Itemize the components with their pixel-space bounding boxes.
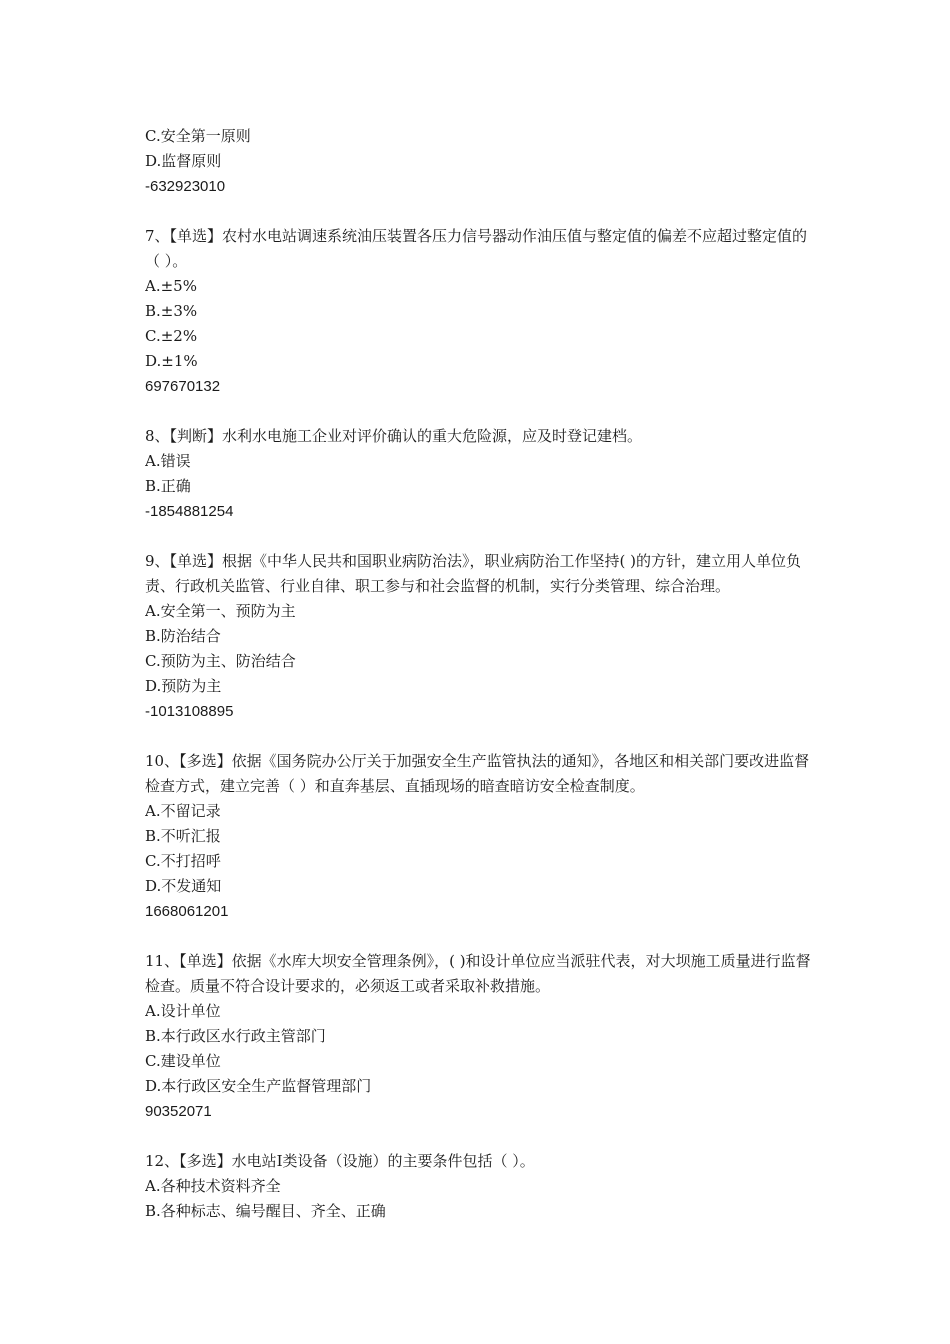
question-id: 697670132 xyxy=(145,378,221,395)
question-block-8 xyxy=(145,424,813,524)
option-b: B.正确 xyxy=(145,477,191,495)
document-page xyxy=(145,124,813,1249)
option-d: D.监督原则 xyxy=(145,152,222,170)
option-c: C.安全第一原则 xyxy=(145,127,251,145)
option-b: B.±3% xyxy=(145,302,198,320)
option-c: C.建设单位 xyxy=(145,1052,221,1070)
option-d: D.预防为主 xyxy=(145,677,222,695)
question-stem: 8、【判断】水利水电施工企业对评价确认的重大危险源，应及时登记建档。 xyxy=(145,427,643,445)
question-stem: 10、【多选】依据《国务院办公厅关于加强安全生产监管执法的通知》，各地区和相关部门要改进监督检查方式，建立完善（ ）和直奔基层、直插现场的暗查暗访安全检查制度。 xyxy=(145,752,810,795)
question-block-12 xyxy=(145,1149,813,1224)
question-block-9 xyxy=(145,549,813,724)
question-id: -1013108895 xyxy=(145,703,234,720)
question-id: 90352071 xyxy=(145,1103,212,1120)
question-stem: 7、【单选】农村水电站调速系统油压装置各压力信号器动作油压值与整定值的偏差不应超过整定值的（ ）。 xyxy=(145,227,808,270)
option-d: D.本行政区安全生产监督管理部门 xyxy=(145,1077,372,1095)
question-id: 1668061201 xyxy=(145,903,229,920)
option-d: D.±1% xyxy=(145,352,198,370)
question-stem: 12、【多选】水电站Ⅰ类设备（设施）的主要条件包括（ ）。 xyxy=(145,1152,535,1170)
option-b: B.防治结合 xyxy=(145,627,221,645)
option-c: C.不打招呼 xyxy=(145,852,221,870)
question-block-11 xyxy=(145,949,813,1124)
question-stem: 9、【单选】根据《中华人民共和国职业病防治法》，职业病防治工作坚持( )的方针，建立用人单位负责、行政机关监管、行业自律、职工参与和社会监督的机制，实行分类管理、综合治理。 xyxy=(145,552,802,595)
option-a: A.不留记录 xyxy=(145,802,221,820)
option-a: A.各种技术资料齐全 xyxy=(145,1177,281,1195)
question-block-10 xyxy=(145,749,813,924)
option-c: C.±2% xyxy=(145,327,198,345)
option-b: B.本行政区水行政主管部门 xyxy=(145,1027,326,1045)
question-stem: 11、【单选】依据《水库大坝安全管理条例》，( )和设计单位应当派驻代表，对大坝施工质量进行监督检查。质量不符合设计要求的，必须返工或者采取补救措施。 xyxy=(145,952,811,995)
option-d: D.不发通知 xyxy=(145,877,222,895)
question-block-7 xyxy=(145,224,813,399)
option-a: A.设计单位 xyxy=(145,1002,221,1020)
option-a: A.±5% xyxy=(145,277,197,295)
option-c: C.预防为主、防治结合 xyxy=(145,652,296,670)
question-id: -632923010 xyxy=(145,178,226,195)
option-a: A.安全第一、预防为主 xyxy=(145,602,296,620)
option-a: A.错误 xyxy=(145,452,191,470)
question-id: -1854881254 xyxy=(145,503,234,520)
option-b: B.各种标志、编号醒目、齐全、正确 xyxy=(145,1202,386,1220)
question-block-6-tail xyxy=(145,124,813,199)
option-b: B.不听汇报 xyxy=(145,827,221,845)
